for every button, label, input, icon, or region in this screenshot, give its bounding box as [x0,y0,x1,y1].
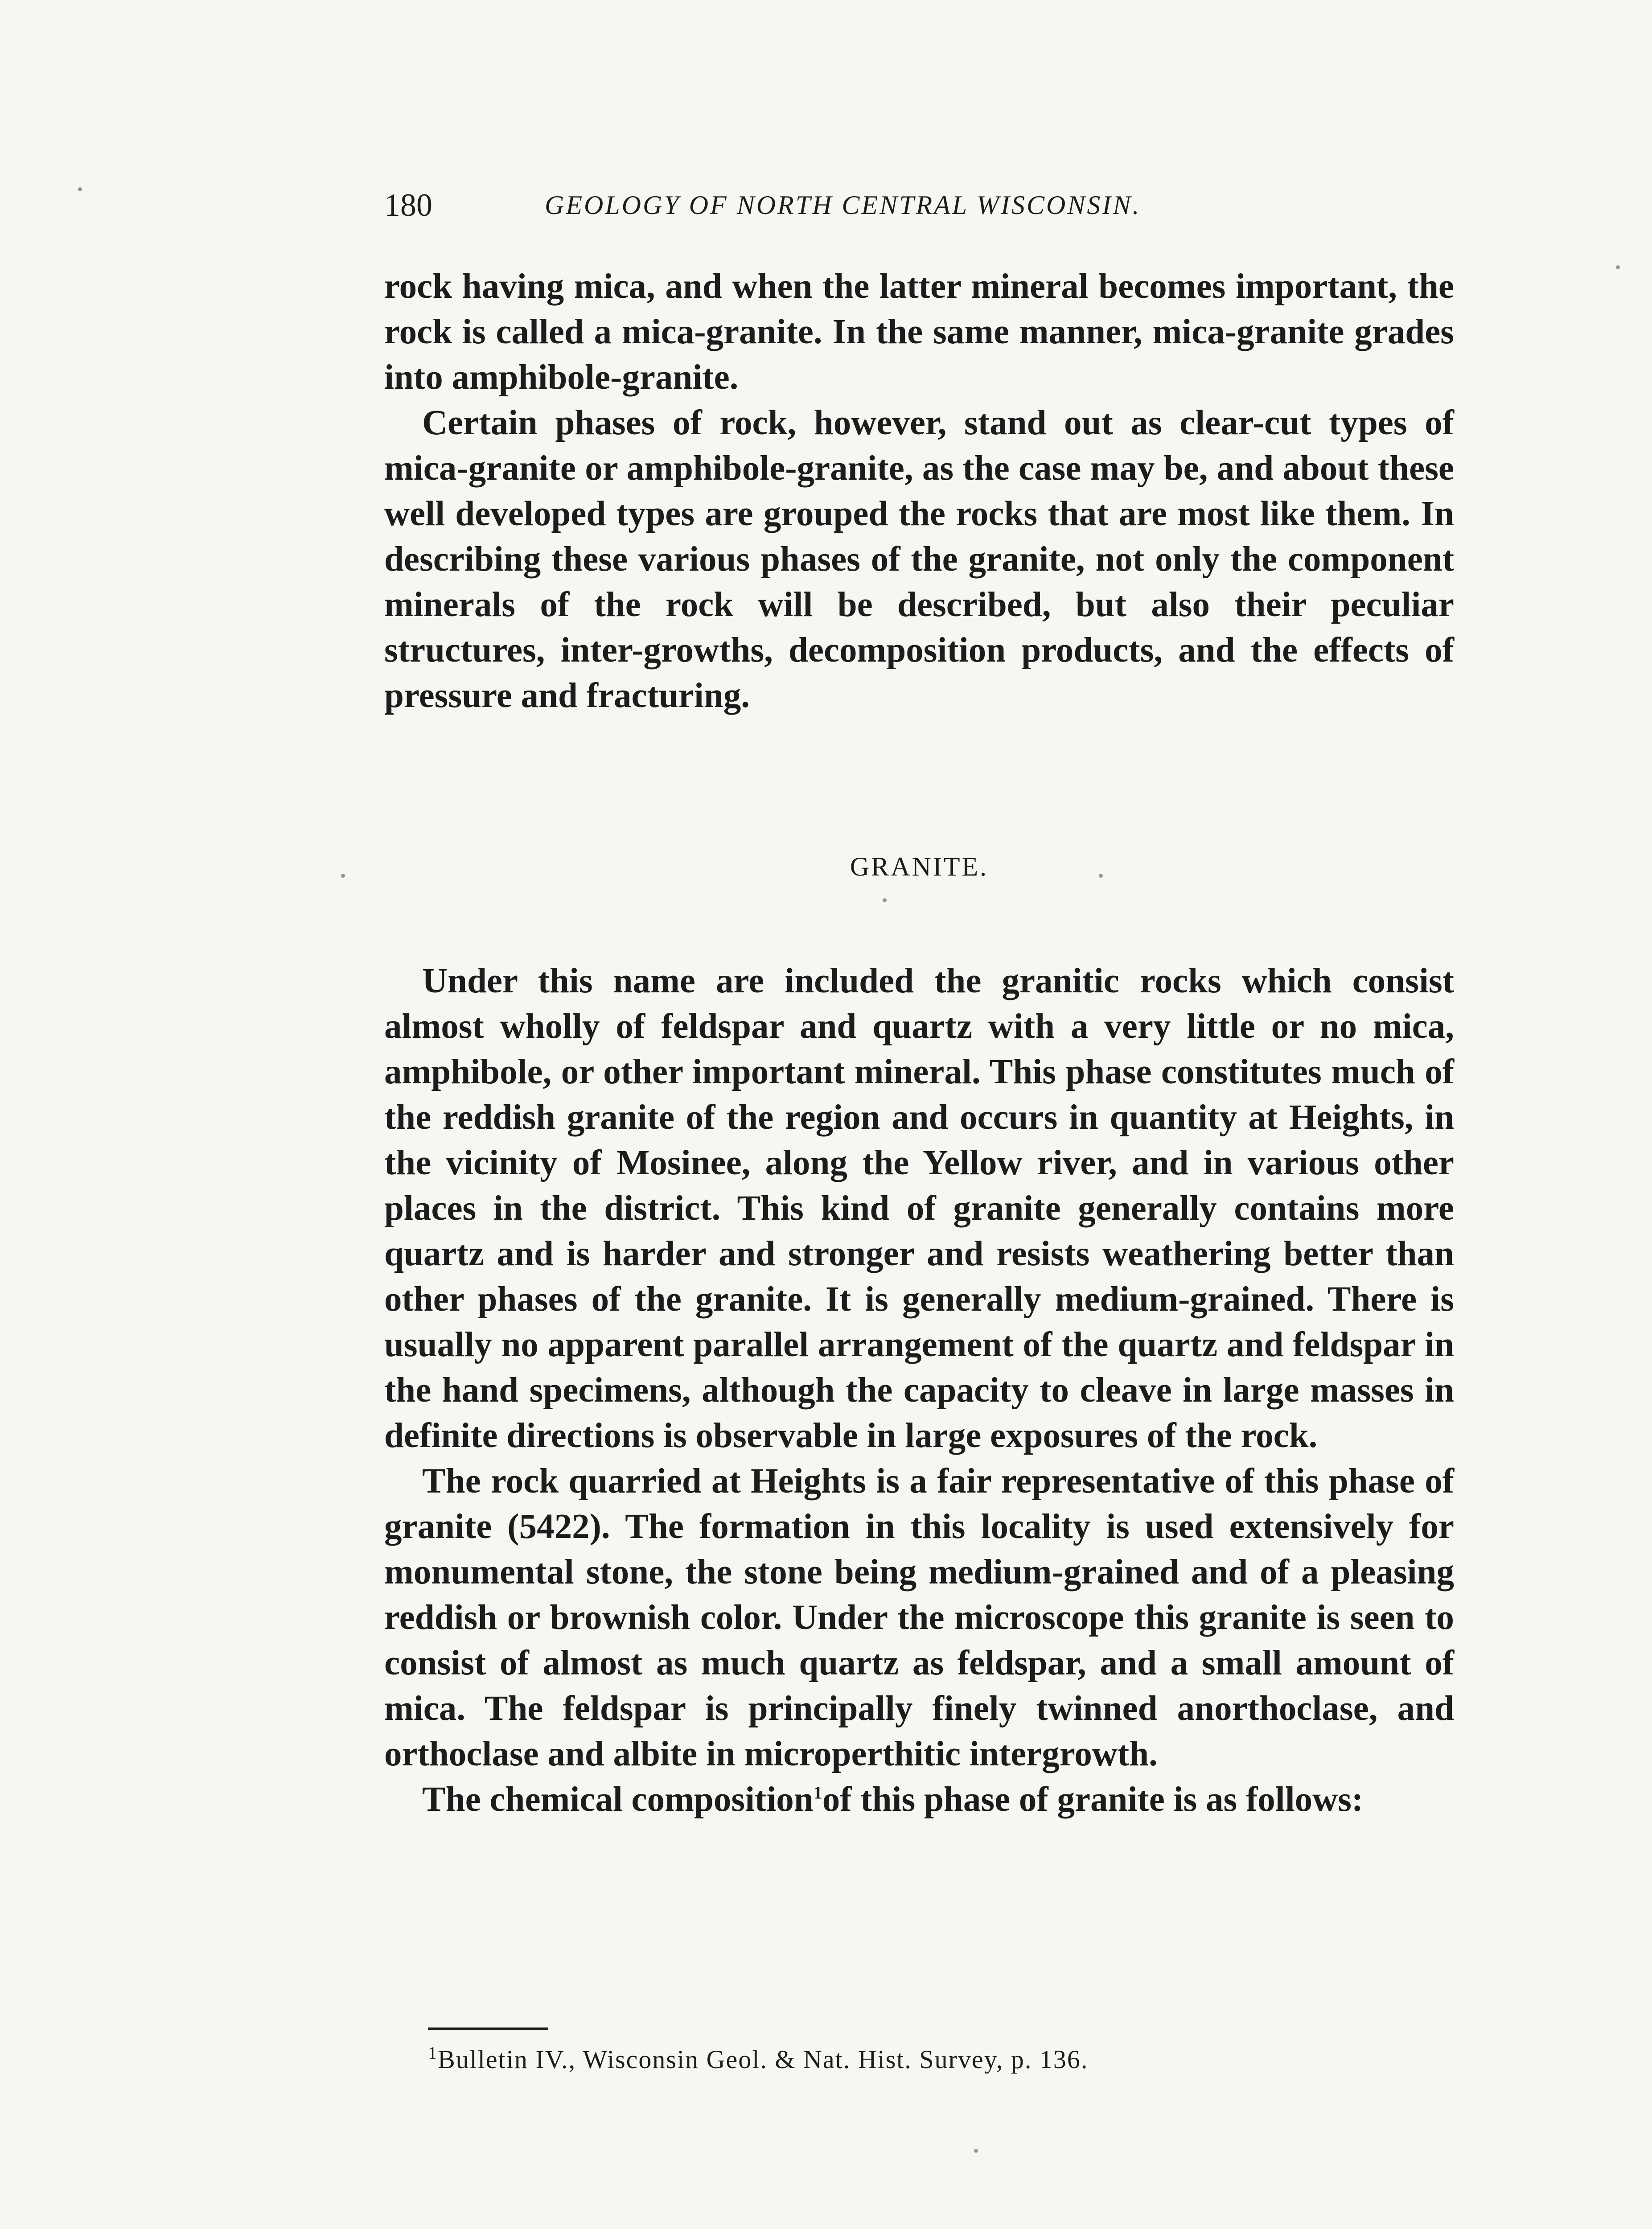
scan-speck [341,874,345,878]
footnote [428,2042,1088,2077]
scan-speck [974,2149,978,2153]
scan-speck [1616,265,1620,269]
footnote-divider [428,2027,548,2030]
running-title: GEOLOGY OF NORTH CENTRAL WISCONSIN. [545,190,1141,220]
paragraph-text-end: of this phase of granite is as follows: [822,1780,1364,1819]
running-head [384,178,1445,232]
section-heading: GRANITE. [850,852,989,881]
paragraph-text-start: The chemical composition [422,1780,814,1819]
paragraph-continued: rock having mica, and when the latter mineral becomes important, the rock is called a mica-granite. In the same manner, mica-granite grades into amphibole-granite. [384,267,1454,397]
scan-speck [78,187,82,191]
footnote-text: Bulletin IV., Wisconsin Geol. & Nat. Hist. Survey, p. 136. [438,2045,1089,2074]
paragraph-with-footnote-ref [384,1777,1454,1822]
granite-section-text [384,958,1454,1822]
paragraph: Under this name are included the granitic rocks which consist almost wholly of feldspar and quartz with a very little or no mica, amphibole, or other important mineral. This phase constitutes much of the reddish granite of the region and occurs in quantity at Heights, in the vicinity of Mosinee, along the Yellow river, and in various other places in the district. This kind of granite generally contains more quartz and is harder and stronger and resists weathering better than other phases of the granite. It is generally medium-grained. There is usually no apparent parallel arrangement of the quartz and feldspar in the hand specimens, although the capacity to cleave in large masses in definite directions is observable in large exposures of the rock. [384,962,1454,1455]
intro-text-block [384,264,1454,719]
paragraph: Certain phases of rock, however, stand out as clear-cut types of mica-granite or amphibole-granite, as the case may be, and about these well developed types are grouped the rocks that are most like them. In describing these various phases of the granite, not only the component minerals of the rock will be described, but also their peculiar structures, inter-growths, decomposition products, and the effects of pressure and fracturing. [384,403,1454,715]
footnote-mark: 1 [428,2043,438,2063]
scan-speck [1099,874,1103,878]
footnote-reference[interactable]: 1 [813,1782,822,1803]
scan-speck [883,898,887,902]
paragraph: The rock quarried at Heights is a fair representative of this phase of granite (5422). The formation in this locality is used extensively for monumental stone, the stone being medium-grained and of a pleasing reddish or brownish color. Under the microscope this granite is seen to consist of almost as much quartz as feldspar, and a small amount of mica. The feldspar is principally finely twinned anorthoclase, and orthoclase and albite in microperthitic intergrowth. [384,1462,1454,1773]
page-number: 180 [384,187,432,223]
